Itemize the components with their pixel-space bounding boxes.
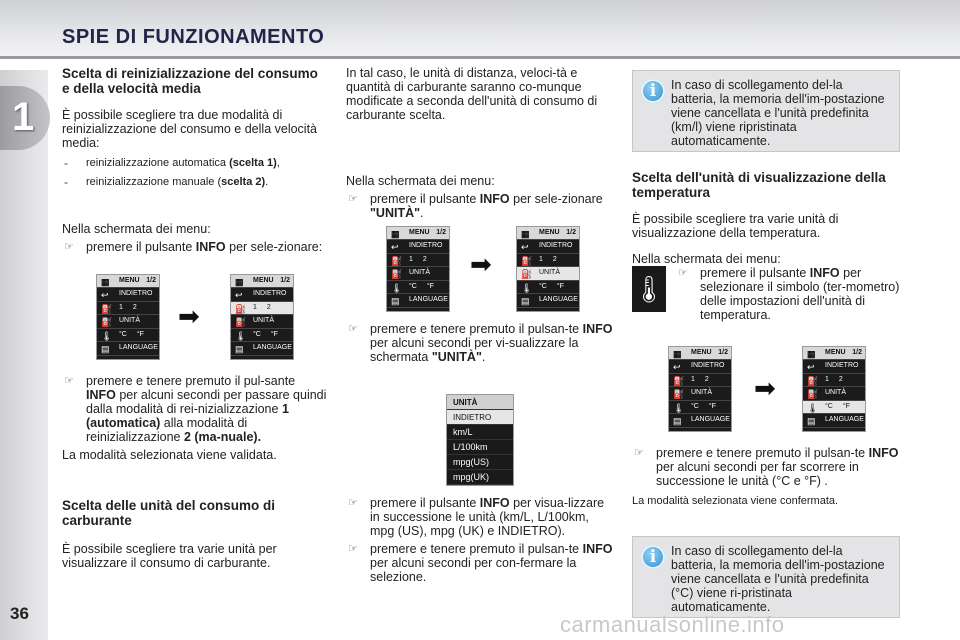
step-2: ☞ premere e tenere premuto il pul-sante INFO per alcuni secondi per passare quindi dalla modalità di rei-nizializzazione 1 (automatica) alla modalità di reinizializzazione 2 (ma-nuale). [64,374,327,444]
menu-screen [668,346,732,432]
menu-row-label: INDIETRO [253,290,287,298]
menu-row [517,267,579,280]
menu-intro: Nella schermata dei menu: [632,252,781,266]
menu-row-label: 1 [119,303,123,311]
info-box: i In caso di scollegamento del-la batteria, la memoria dell'im-postazione viene cancellata e l'unità predefinita (km/l) viene ripristinata automaticamente. [632,70,900,152]
menu-row [669,414,731,427]
menu-row-label: UNITÀ [539,269,560,277]
menu-row-label: INDIETRO [119,290,153,298]
menu-row [803,374,865,387]
menu-row-label: MENU [539,229,560,236]
menu-row-label: LANGUAGE [119,344,158,352]
section-heading: Scelta di reinizializzazione del consumo e della velocità media [62,66,318,96]
menu-row [97,315,159,328]
page-number: 36 [10,604,29,623]
menu-row-icon: ⛽ [101,303,113,314]
menu-row-label: MENU [825,349,846,356]
menu-row-icon: 🌡 [673,402,685,413]
menu-row-icon: ⛽ [391,269,403,280]
option-1: - reinizializzazione automatica (scelta 1), [64,156,280,170]
units-item: INDIETRO [447,410,513,425]
paragraph: È possibile scegliere tra due modalità di reinizializzazione del consumo e della velocità media: [62,108,317,150]
finger-pointer-icon: ☞ [348,323,358,335]
menu-row-label: LANGUAGE [825,416,864,424]
menu-row-label: MENU [409,229,430,236]
menu-row-icon: ↩ [235,290,243,301]
menu-row-value: °F [556,282,564,290]
menu-row [97,302,159,315]
menu-row-label: °C [409,282,417,290]
menu-screen [96,274,160,360]
finger-pointer-icon: ☞ [348,543,358,555]
menu-row-icon: 🌡 [235,330,247,341]
option-2: - reinizializzazione manuale (scelta 2). [64,175,269,189]
menu-row-value: 2 [704,375,709,383]
chapter-number: 1 [12,95,35,139]
menu-row-icon: ⛽ [391,255,403,266]
menu-row [517,281,579,294]
menu-row-label: 1 [253,303,257,311]
menu-row-icon: ↩ [807,362,815,373]
menu-row [387,281,449,294]
menu-row-icon: ▤ [235,344,244,355]
menu-row-label: LANGUAGE [253,344,292,352]
step-2: ☞ premere e tenere premuto il pulsan-te INFO per alcuni secondi per far scorrere in successione le unità (°C e °F) . [634,446,899,488]
menu-row-label: 1 [825,375,829,383]
menu-row-label: °C [691,402,699,410]
section-heading: Scelta delle unità del consumo di carburante [62,498,276,528]
menu-row-label: LANGUAGE [691,416,730,424]
side-strip [0,70,48,640]
column-2 [346,66,614,220]
column-1-lower [62,374,328,570]
menu-row [387,294,449,307]
right-arrow-icon: ➡ [178,301,200,331]
menu-row [231,275,293,288]
menu-row-value: 2 [838,375,843,383]
menu-row-label: UNITÀ [119,317,140,325]
info-icon: i [641,79,665,103]
menu-row [517,254,579,267]
menu-screen [230,274,294,360]
menu-row-label: 1 [409,255,413,263]
menu-row [803,347,865,360]
confirmation: La modalità selezionata viene validata. [62,448,277,462]
menu-row-icon: ▦ [101,277,110,287]
step-3: ☞ premere il pulsante INFO per visua-lizzare in successione le unità (km/L, L/100km, mpg (US), mpg (UK) e INDIETRO). [348,496,605,538]
menu-row-value: °F [842,402,850,410]
menu-row [803,414,865,427]
section-heading: Scelta dell'unità di visualizzazione della temperatura [632,170,886,200]
menu-row-icon: ↩ [521,242,529,253]
menu-row-label: INDIETRO [409,242,443,250]
menu-row-value: 2 [132,303,137,311]
menu-row-label: UNITÀ [825,389,846,397]
units-item: mpg(UK) [447,470,513,485]
menu-row [803,360,865,373]
menu-row-icon: ⛽ [807,389,819,400]
menu-row-icon: ↩ [391,242,399,253]
menu-row-value: 2 [552,255,557,263]
menu-row-icon: ▦ [235,277,244,287]
menu-row [97,275,159,288]
menu-screen [516,226,580,312]
paragraph: È possibile scegliere tra varie unità per visualizzare il consumo di carburante. [62,542,277,570]
menu-row-label: INDIETRO [539,242,573,250]
info-box: i In caso di scollegamento del-la batteria, la memoria dell'im-postazione viene cancellata e l'unità predefinita (°C) viene ri-pristinata automaticamente. [632,536,900,618]
menu-intro: Nella schermata dei menu: [346,174,495,188]
menu-row-icon: ▦ [391,229,400,239]
step-1: ☞ premere il pulsante INFO per selezionare il simbolo (ter-mometro) delle impostazioni dell'unità di temperatura. [678,266,900,322]
menu-row-icon: ▤ [673,416,682,427]
step-2: ☞ premere e tenere premuto il pulsan-te INFO per alcuni secondi per vi-sualizzare la schermata "UNITÀ". [348,322,613,364]
menu-row-icon: ▦ [807,349,816,359]
menu-row-icon: ▤ [807,416,816,427]
units-screen [446,394,514,486]
menu-row [669,347,731,360]
finger-pointer-icon: ☞ [634,447,644,459]
column-3 [632,170,902,266]
menu-row-icon: ⛽ [235,303,247,314]
menu-row [517,294,579,307]
menu-row-icon: ▦ [521,229,530,239]
thermometer-icon: 🌡 [632,266,666,312]
menu-row-label: MENU [691,349,712,356]
menu-row [517,227,579,240]
column-3-step1 [676,266,902,322]
menu-row [231,329,293,342]
menu-row-label: UNITÀ [253,317,274,325]
menu-row [387,267,449,280]
menu-row-label: INDIETRO [825,362,859,370]
dash: - [64,156,68,170]
menu-row-label: LANGUAGE [539,296,578,304]
menu-row-label: MENU [253,277,274,284]
menu-row-label: UNITÀ [691,389,712,397]
menu-row-icon: ▤ [521,296,530,307]
menu-row [231,302,293,315]
menu-row-icon: ↩ [673,362,681,373]
finger-pointer-icon: ☞ [678,267,688,279]
menu-row [387,254,449,267]
menu-row [669,387,731,400]
header-divider [0,56,960,59]
menu-page-indicator: 1/2 [566,229,576,236]
menu-page-indicator: 1/2 [280,277,290,284]
menu-row-label: LANGUAGE [409,296,448,304]
menu-row-icon: ⛽ [521,255,533,266]
units-item: km/L [447,425,513,440]
menu-row-icon: ⛽ [101,317,113,328]
menu-row-icon: ⛽ [673,389,685,400]
menu-row-label: °C [825,402,833,410]
menu-row-label: °C [253,330,261,338]
menu-row-value: °F [426,282,434,290]
page-title: SPIE DI FUNZIONAMENTO [62,26,325,48]
menu-row [669,374,731,387]
menu-row-icon: ▤ [101,344,110,355]
menu-row-label: 1 [539,255,543,263]
menu-row-label: INDIETRO [691,362,725,370]
column-3-lower [632,446,902,508]
units-screen-header: UNITÀ [447,395,513,410]
menu-row [97,329,159,342]
menu-row [387,227,449,240]
menu-row-icon: 🌡 [391,282,403,293]
finger-pointer-icon: ☞ [348,193,358,205]
step-1: ☞ premere il pulsante INFO per sele-zionare: [64,240,323,254]
column-1 [62,66,328,254]
step-1: ☞ premere il pulsante INFO per sele-zionare "UNITÀ". [348,192,603,220]
right-arrow-icon: ➡ [470,249,492,279]
menu-row-icon: ⛽ [673,375,685,386]
menu-screen [386,226,450,312]
menu-row [97,288,159,301]
menu-row-icon: ▦ [673,349,682,359]
menu-row-icon: ⛽ [807,375,819,386]
menu-row-label: °C [119,330,127,338]
menu-row-label: UNITÀ [409,269,430,277]
menu-page-indicator: 1/2 [146,277,156,284]
menu-row-icon: 🌡 [807,402,819,413]
menu-row-value: °F [270,330,278,338]
menu-row [669,360,731,373]
right-arrow-icon: ➡ [754,373,776,403]
menu-intro: Nella schermata dei menu: [62,222,211,236]
watermark: carmanualsonline.info [560,612,785,637]
menu-row-value: 2 [266,303,271,311]
menu-row-label: 1 [691,375,695,383]
menu-row-value: °F [708,402,716,410]
menu-row [231,315,293,328]
confirmation: La modalità selezionata viene confermata. [632,495,839,507]
menu-row [231,342,293,355]
column-2-mid [346,322,614,364]
menu-row [97,342,159,355]
step-4: ☞ premere e tenere premuto il pulsan-te INFO per alcuni secondi per con-fermare la selezione. [348,542,613,584]
dash: - [64,175,68,189]
finger-pointer-icon: ☞ [64,375,74,387]
units-item: mpg(US) [447,455,513,470]
menu-row-label: MENU [119,277,140,284]
menu-row-label: °C [539,282,547,290]
menu-row-value: °F [136,330,144,338]
menu-row [231,288,293,301]
menu-page-indicator: 1/2 [852,349,862,356]
menu-row [803,401,865,414]
menu-row [387,240,449,253]
menu-row-icon: 🌡 [101,330,113,341]
finger-pointer-icon: ☞ [348,497,358,509]
paragraph: È possibile scegliere tra varie unità di visualizzazione della temperatura. [632,212,839,240]
units-item: L/100km [447,440,513,455]
menu-row-icon: ⛽ [235,317,247,328]
info-icon: i [641,545,665,569]
menu-page-indicator: 1/2 [718,349,728,356]
menu-page-indicator: 1/2 [436,229,446,236]
column-2-lower [346,496,614,584]
menu-row-icon: 🌡 [521,282,533,293]
menu-row [803,387,865,400]
menu-row-icon: ⛽ [521,269,533,280]
finger-pointer-icon: ☞ [64,241,74,253]
menu-row [517,240,579,253]
menu-row-icon: ▤ [391,296,400,307]
menu-row-value: 2 [422,255,427,263]
menu-row [669,401,731,414]
paragraph: In tal caso, le unità di distanza, veloci-tà e quantità di carburante saranno co-munque modificate a seconda dell'unità di consumo di carburante scelta. [346,66,598,122]
menu-row-icon: ↩ [101,290,109,301]
menu-screen [802,346,866,432]
